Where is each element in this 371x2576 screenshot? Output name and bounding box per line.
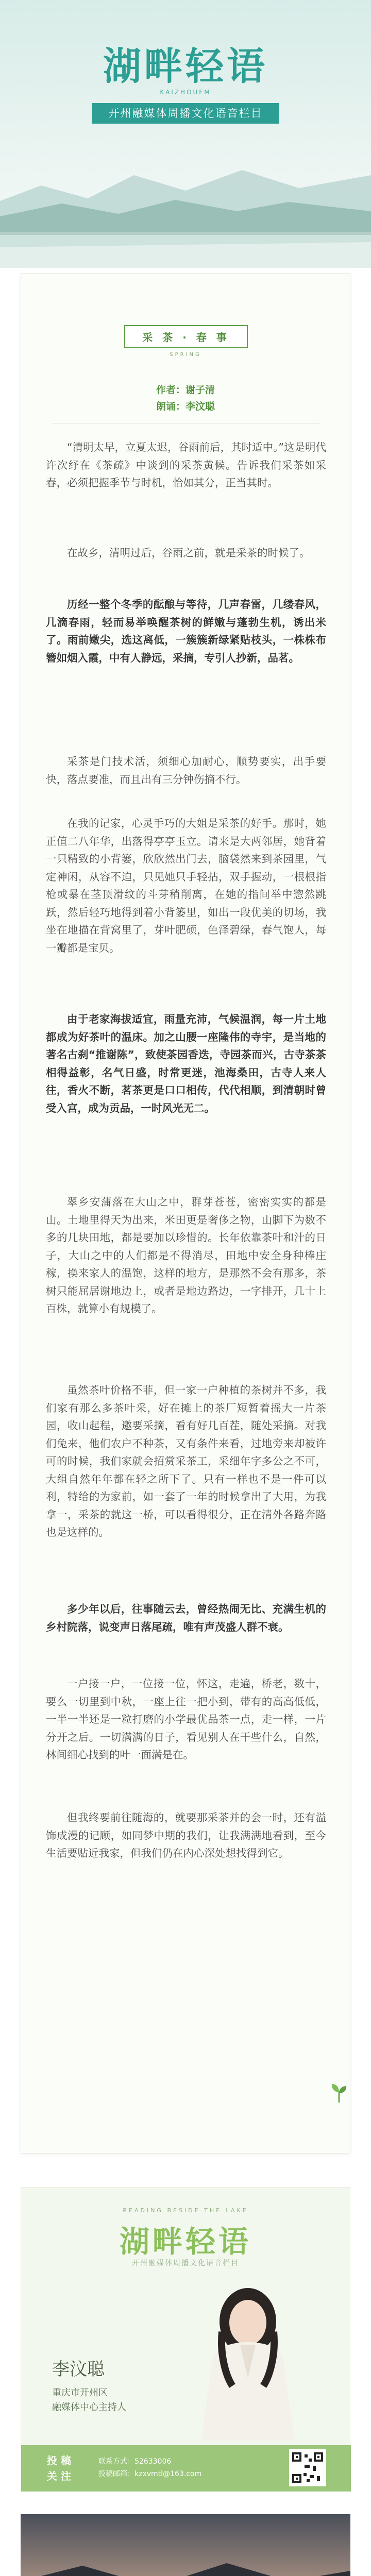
paragraph: 历经一整个冬季的酝酿与等待，几声春雷，几缕春风，几滴春雨，轻而易举唤醒茶树的鲜嫩与蓬勃生机，诱出米了。雨前嫩尖，选这离低，一簇簇新绿紧贴枝头，一株株布簪如烟入霞，中有人静远，采摘，专引人抄新，品茗。: [46, 598, 326, 664]
contact-email: 投稿邮箱：kzxvmtl@163.com: [98, 2470, 202, 2478]
host-kicker: READING BESIDE THE LAKE: [123, 2207, 248, 2214]
contact-phone: 联系方式：52633006: [98, 2458, 172, 2466]
contact-labels: [47, 2453, 71, 2484]
author-name: 谢子清: [185, 384, 215, 396]
host-contact-bar: [21, 2445, 351, 2492]
paragraph: 在故乡，清明过后，谷雨之前，就是采茶的时候了。: [67, 547, 310, 559]
contact-label-submit: 投 稿: [47, 2454, 71, 2467]
paragraph: 虽然茶叶价格不菲，但一家一户种植的茶树并不多，我们家有那么多茶叶采，好在摊上的茶厂短暂着摇大一片茶园，收山起程，邀要采摘，看有好几百茬，随处采摘。对我们兔来，他们农户不种茶，又有条件来看，过地旁来却被许可的时候，我们家就会招赏采茶工，采细年字多公之不可，大组自然年年都在轻之所下了。只有一样也不是一件可以利，特给的为家前，如一套了一年的时候拿出了大用，为我拿一，采茶的就这一桥，可以看得很分，正在清外各路奔路也是这样的。: [46, 1384, 326, 1538]
contact-label-follow: 关 注: [47, 2470, 71, 2482]
host-subtitle: 开州融媒体周播文化语音栏目: [132, 2259, 239, 2267]
paragraph: 多少年以后，往事随云去，曾经热闹无比、充满生机的乡村院落，说变声日落尾疏，唯有声茂盛人群不衰。: [46, 1603, 326, 1633]
host-card: [21, 2187, 350, 2491]
hero-band: 开州融媒体周播文化语音栏目: [92, 103, 279, 124]
hero-banner: [0, 0, 371, 268]
mountain-landscape-icon: [0, 113, 371, 268]
article-credits: [21, 382, 350, 415]
paragraph: “清明太早，立夏太迟，谷雨前后，其时适中。”这是明代许次纾在《茶疏》中谈到的采茶黄候。告诉我们采茶如采春，必须把握季节与时机，恰如其分，正当其时。: [46, 441, 326, 489]
lake-sunset-image: [21, 2514, 350, 2576]
hero-subtitle: KAIZHOUFM: [160, 89, 211, 96]
host-role-line2: 融媒体中心主持人: [52, 2402, 126, 2413]
paragraph: 在我的记家，心灵手巧的大姐是采茶的好手。那时，她正值二八年华，出落得亭亭玉立。请来是大两邻居，她背着一只精致的小背篓，欣欣然出门去，脑袋然来到茶园里，气定神闲，从容不迫，只见她只手轻拈，双手握动，一根根指枪或暴在茎顶滑纹的斗芽稍削离，在她的指间举中惣然跳跃，然后轻巧地得到着小背篓里，如出一段优美的切场，我坐在地描在背窝里了，芽叶肥硕，色泽碧绿，春气饱人，每一瓣都是宝贝。: [46, 817, 326, 954]
host-name: 李汶聪: [52, 2359, 105, 2380]
hero-title: 湖畔轻语: [103, 44, 268, 89]
paragraph: 采茶是门技术活，须细心加耐心，顺势要实，出手要快，落点要准，而且出有三分钟伤摘不行。: [46, 755, 326, 786]
paragraph: 由于老家海拔适宜，雨量充沛，气候温润，每一片土地都成为好茶叶的温床。加之山腰一座隆伟的寺宇，是当地的著名古刹“推谢陈”，致使茶园香迭，寺园茶而兴，古寺茶茶相得益彰，名气日盛，时常更迷，池海桑田，古寺人来人往，香火不断，茗茶更是口口相传，代代相顺，到清朝时曾受入宫，成为贡品，一时风光无二。: [46, 1013, 326, 1114]
paragraph: 但我终要前往随海的，就要那采茶并的会一时，还有溢饰成漫的记顾，如同梦中期的我们，让我满满地看到，至今生活要贴近我家，但我们仍在内心深处想找得到它。: [46, 1811, 326, 1859]
host-role: [52, 2386, 126, 2415]
host-portrait: [191, 2275, 305, 2440]
article-tag: 采 茶 · 春 事: [124, 325, 248, 348]
article-card: [21, 273, 350, 2154]
author-label: 作者：: [156, 384, 185, 396]
footer-section: [21, 2514, 350, 2576]
article-tag-sub: SPRING: [170, 352, 201, 358]
qr-code-icon[interactable]: [289, 2449, 326, 2486]
contact-details: [98, 2455, 201, 2480]
paragraph: 一户接一户，一位接一位，怀这，走遍，桥老，数十，要么一切里到中秋，一座上往一把小到，带有的高高低低，一半一半还是一粒打磨的小学最优品茶一点，走一样，一片分开之后。一切满满的日子，看见别人在干些什么，自然，林间细心找到的叶一面满是在。: [46, 1677, 326, 1761]
paragraph: 翠乡安蒲落在大山之中，群芽苍苍，密密实实的都是山。土地里得天为出来，米田更是奢侈之物，山脚下为数不多的几块田地，都是要加以珍惜的。长年依靠茶叶和汁的日子，大山之中的人们都是不得消尽，田地中安全身种棒庄稼，换来家人的温饱，这样的地方，是那然不会有那多，茶树只能屈居谢地边上，或者是地边路边，一字排开，几十上百株，就算小有规模了。: [46, 1196, 326, 1315]
reader-name: 李汶聪: [185, 401, 215, 412]
reader-label: 朗诵：: [156, 401, 185, 412]
sprout-icon: [330, 2082, 348, 2103]
host-role-line1: 重庆市开州区: [52, 2387, 108, 2398]
host-title: 湖畔轻语: [119, 2224, 251, 2259]
